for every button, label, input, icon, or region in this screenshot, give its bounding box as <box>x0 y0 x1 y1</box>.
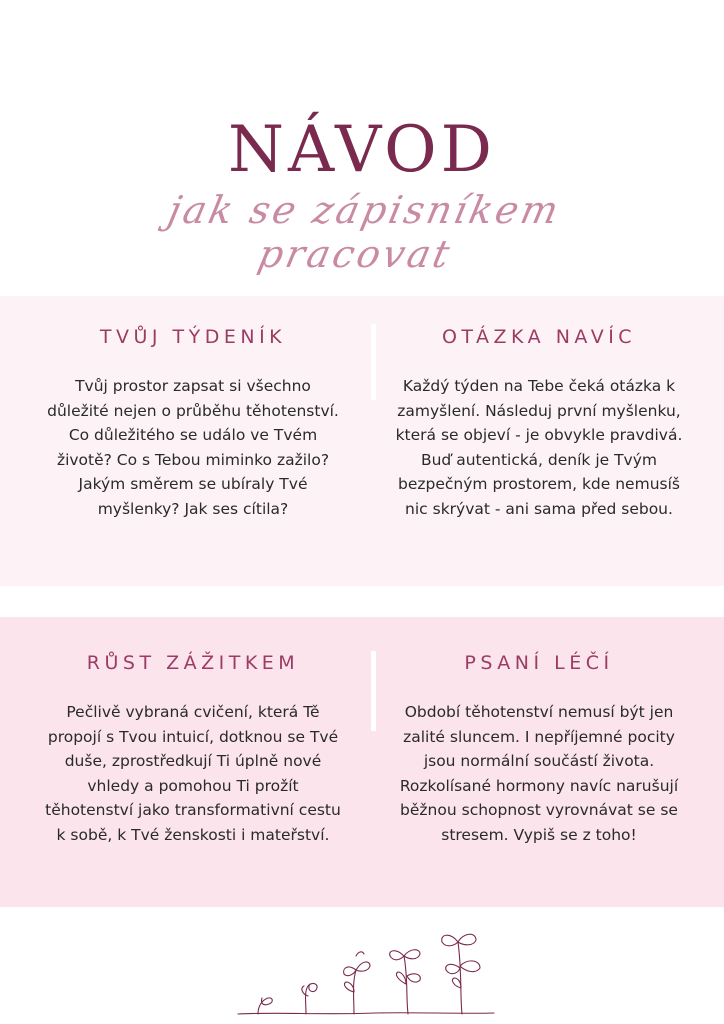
section-text: Pečlivě vybraná cvičení, která Tě propojí s Tvou intuicí, dotknou se Tvé duše, zprostředkují Ti úplně nové vhledy a pomohou Ti prožít těhotenství jako transformativní cestu k sobě, k Tvé ženskosti i mateřství. <box>45 703 341 844</box>
section-text: Každý týden na Tebe čeká otázka k zamyšlení. Následuj první myšlenku, která se objeví - je obvykle pravdivá. Buď autentická, deník je Tvým bezpečným prostorem, kde nemusíš nic skrývat - ani sama před sebou. <box>395 377 683 518</box>
section-heading: RŮST ZÁŽITKEM <box>86 652 300 674</box>
section-band-top <box>0 296 724 586</box>
section-psani-leci <box>389 650 689 847</box>
section-rust-zazitkem <box>43 650 343 847</box>
column-divider <box>371 651 376 731</box>
section-heading: OTÁZKA NAVÍC <box>441 326 637 348</box>
section-band-bottom <box>0 617 724 907</box>
section-otazka-navic <box>389 324 689 521</box>
sprouting-plants-line-art-icon <box>236 926 496 1020</box>
column-divider <box>371 324 376 400</box>
section-heading: PSANÍ LÉČÍ <box>464 652 614 674</box>
section-heading: TVŮJ TÝDENÍK <box>99 326 287 348</box>
section-tvuj-tydenik <box>43 324 343 521</box>
section-text: Období těhotenství nemusí být jen zalité sluncem. I nepříjemné pocity jsou normální součástí života. Rozkolísané hormony navíc narušují běžnou schopnost vyrovnávat se se stresem. Vypiš se z toho! <box>399 703 679 844</box>
page-title: NÁVOD <box>228 113 496 187</box>
section-text: Tvůj prostor zapsat si všechno důležité nejen o průběhu těhotenství. Co důležitého se událo ve Tvém životě? Co s Tebou miminko zažilo? Jakým směrem se ubíraly Tvé myšlenky? Jak ses cítila? <box>47 377 339 518</box>
page-subtitle: jak se zápisníkem pracovat <box>164 188 566 276</box>
